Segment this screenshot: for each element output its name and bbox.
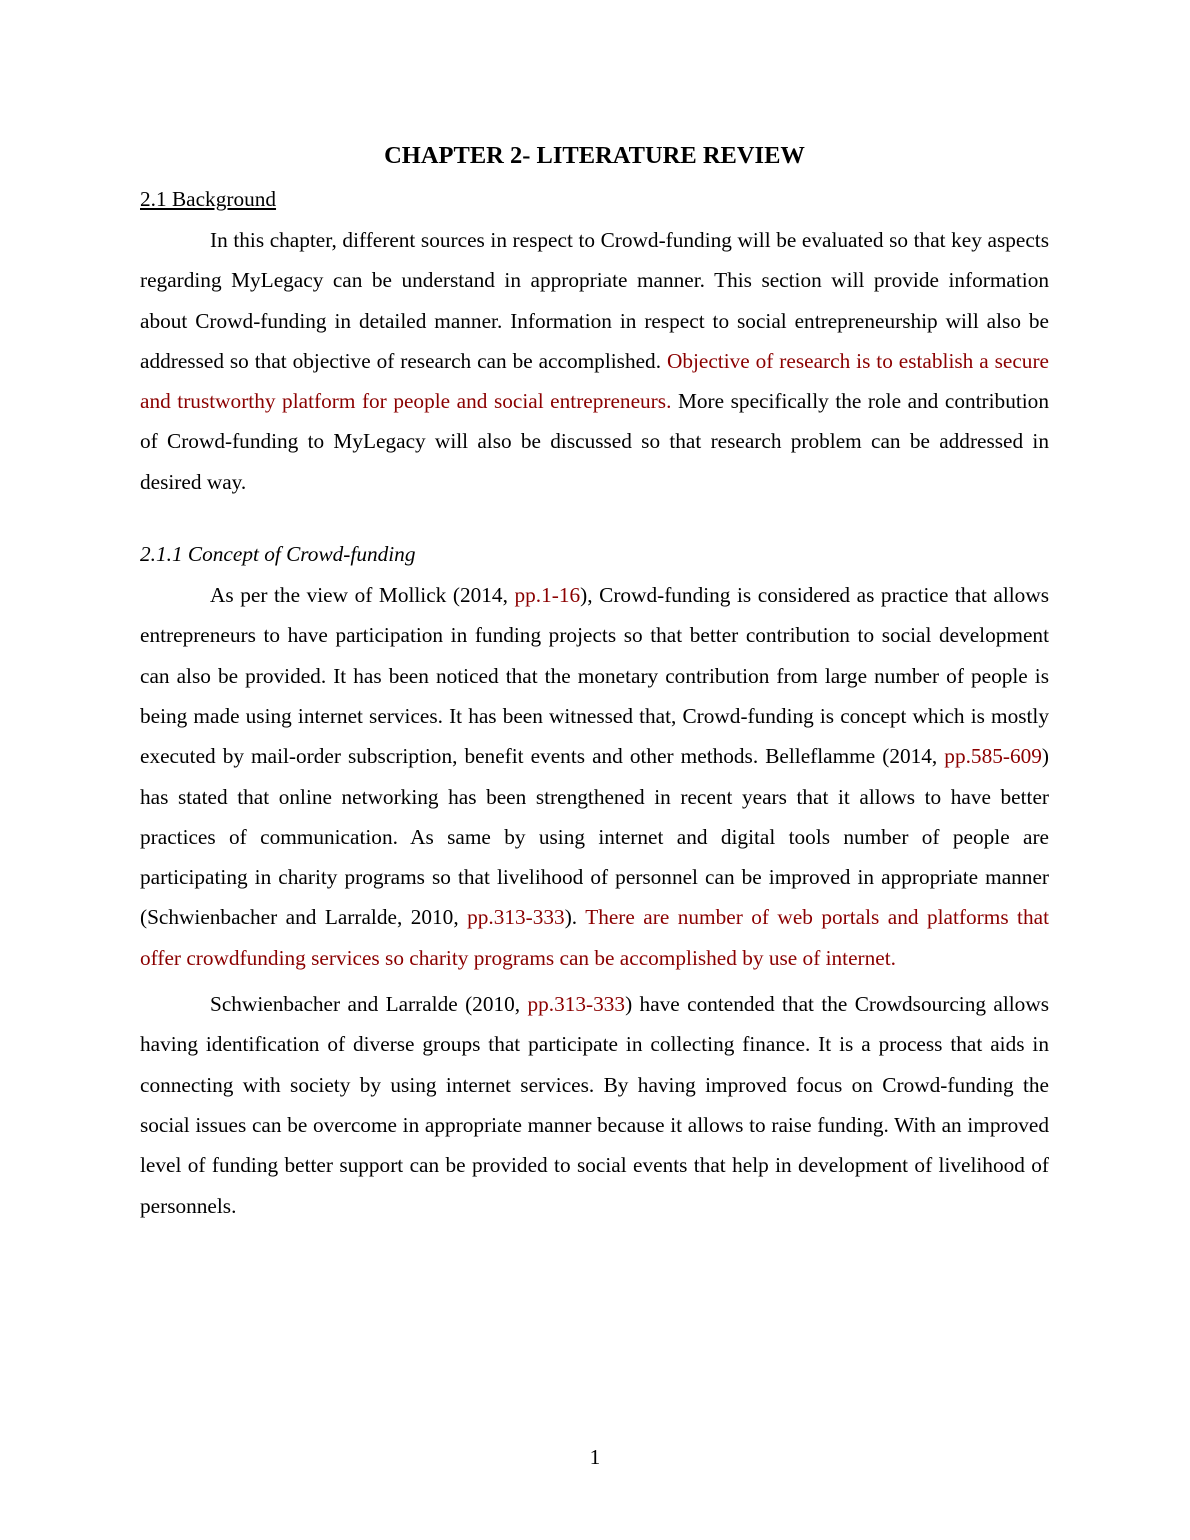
crowdsourcing-text-2: ) have contended that the Crowdsourcing allows having identification of diverse groups that participate in collecting finance. It is a process that aids in connecting with society by using internet services. By having improved focus on Crowd-funding the social issues can be overcome in appropriate manner because it allows to raise funding. With an improved level of funding better support can be provided to social events that help in development of livelihood of personnels.	[140, 992, 1049, 1218]
concept-text-2: ), Crowd-funding is considered as practice that allows entrepreneurs to have participation in funding projects so that better contribution to social development can also be provided. It has been noticed that the monetary contribution from large number of people is being made using internet services. It has been witnessed that, Crowd-funding is concept which is mostly executed by mail-order subscription, benefit events and other methods. Belleflamme (2014,	[140, 583, 1049, 769]
concept-text-4: ).	[564, 905, 586, 930]
crowdsourcing-text-1: Schwienbacher and Larralde (2010,	[210, 992, 528, 1017]
section-heading-background: 2.1 Background	[140, 187, 277, 211]
background-text-part2: More specifically the role and contribution of Crowd-funding to MyLegacy will also be discussed so that research problem can be addressed in desired way.	[140, 389, 1049, 494]
background-paragraph	[140, 220, 1049, 502]
citation-pages-crowdsourcing: pp.313-333	[527, 992, 626, 1017]
citation-pages-mollick: pp.1-16	[514, 583, 581, 608]
background-text-part1: In this chapter, different sources in respect to Crowd-funding will be evaluated so that key aspects regarding MyLegacy can be understand in appropriate manner. This section will provide information about Crowd-funding in detailed manner. Information in respect to social entrepreneurship will also be addressed so that objective of research can be accomplished.	[140, 228, 1049, 373]
concept-text-1: As per the view of Mollick (2014,	[210, 583, 515, 608]
crowdsourcing-paragraph	[140, 984, 1049, 1226]
page-content	[140, 138, 1049, 1226]
page-number: 1	[589, 1445, 601, 1469]
concept-highlight-text: There are number of web portals and platforms that offer crowdfunding services so charity programs can be accomplished by use of internet.	[140, 905, 1049, 970]
concept-text-3: ) has stated that online networking has been strengthened in recent years that it allows to have better practices of communication. As same by using internet and digital tools number of people are participating in charity programs so that livelihood of personnel can be improved in appropriate manner (Schwienbacher and Larralde, 2010,	[140, 744, 1049, 930]
chapter-title: CHAPTER 2- LITERATURE REVIEW	[384, 142, 805, 169]
citation-pages-schwienbacher: pp.313-333	[467, 905, 565, 930]
subsection-heading-concept: 2.1.1 Concept of Crowd-funding	[140, 542, 416, 567]
citation-pages-belleflamme: pp.585-609	[944, 744, 1042, 769]
background-highlight-text: Objective of research is to establish a secure and trustworthy platform for people and social entrepreneurs.	[140, 348, 1049, 414]
concept-paragraph	[140, 575, 1049, 978]
